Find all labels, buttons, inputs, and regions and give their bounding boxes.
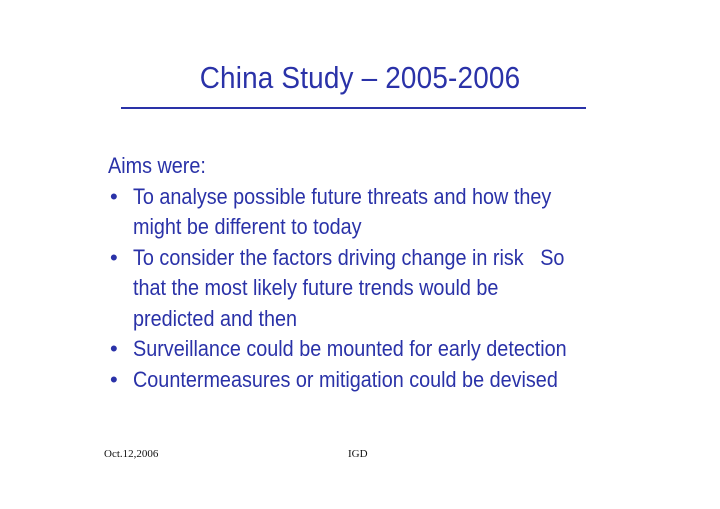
slide-title: China Study – 2005-2006 — [199, 60, 521, 95]
slide-body — [108, 151, 668, 395]
title-underline — [121, 107, 586, 109]
bullet-item — [108, 182, 668, 243]
bullet-line: might be different to today — [133, 214, 362, 239]
bullet-line: that the most likely future trends would be — [133, 275, 499, 300]
bullet-item — [108, 365, 668, 396]
footer-date: Oct.12,2006 — [104, 448, 159, 460]
bullet-item — [108, 334, 668, 365]
aims-heading: Aims were: — [108, 153, 206, 178]
bullet-line: predicted and then — [133, 305, 298, 331]
bullet-text — [133, 243, 615, 335]
bullet-line: To analyse possible future threats and how they — [133, 183, 552, 209]
bullet-text — [133, 334, 615, 365]
bullet-dot-icon: • — [110, 366, 118, 392]
bullet-text — [133, 182, 615, 243]
bullet-line: Countermeasures or mitigation could be devised — [133, 366, 558, 392]
bullet-list — [108, 182, 668, 396]
bullet-line: To consider the factors driving change in risk So — [133, 244, 565, 270]
footer-organization: IGD — [348, 448, 368, 460]
bullet-dot-icon: • — [110, 183, 118, 209]
bullet-dot-icon: • — [110, 244, 118, 270]
bullet-item — [108, 243, 668, 335]
bullet-line: Surveillance could be mounted for early detection — [133, 336, 567, 361]
bullet-dot-icon: • — [110, 336, 118, 361]
bullet-text — [133, 365, 615, 396]
